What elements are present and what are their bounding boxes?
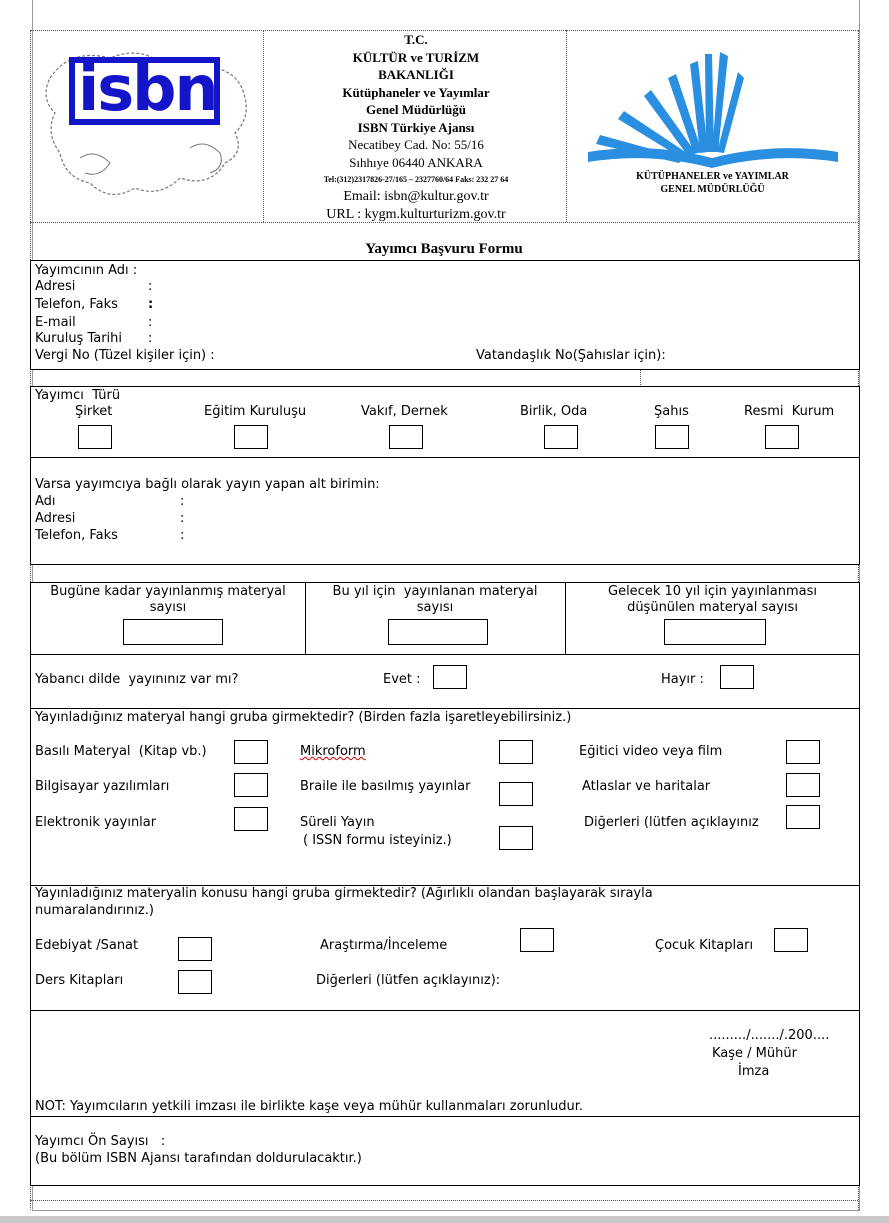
publisher-divider	[640, 370, 641, 385]
sub-unit-address-label: Adresi	[35, 511, 76, 526]
material-serial-note: ( ISSN formu isteyiniz.)	[303, 833, 452, 848]
publisher-founded-colon: :	[148, 331, 153, 346]
signature-note: NOT: Yayımcıların yetkili imzası ile birlikte kaşe veya mühür kullanmaları zorunludur.	[35, 1099, 583, 1114]
sub-unit-name-colon: :	[180, 494, 185, 509]
foreign-no-label: Hayır :	[661, 672, 704, 687]
publisher-phone-colon: :	[148, 297, 154, 312]
sub-unit-section	[30, 457, 860, 565]
count-next10-label-2: düşünülen materyal sayısı	[627, 600, 798, 615]
library-logo	[580, 34, 845, 204]
header-line-street: Necatibey Cad. No: 55/16	[348, 137, 484, 152]
type-person-label: Şahıs	[654, 404, 689, 419]
sub-unit-phone-colon: :	[180, 528, 185, 543]
material-braille-checkbox[interactable]	[499, 782, 533, 806]
library-logo-caption-1: KÜTÜPHANELER ve YAYIMLAR	[636, 171, 789, 182]
publisher-address-label: Adresi	[35, 279, 76, 294]
count-next10-label-1: Gelecek 10 yıl için yayınlanması	[608, 584, 817, 599]
material-electronic-label: Elektronik yayınlar	[35, 815, 157, 830]
counts-divider-2	[565, 582, 566, 655]
material-atlas-label: Atlaslar ve haritalar	[582, 779, 711, 794]
material-serial-checkbox[interactable]	[499, 826, 533, 850]
publisher-tax-label: Vergi No (Tüzel kişiler için) :	[35, 348, 215, 363]
type-company-label: Şirket	[75, 404, 113, 419]
type-education-checkbox[interactable]	[234, 425, 268, 449]
material-braille-label: Braile ile basılmış yayınlar	[300, 779, 471, 794]
prefix-note: (Bu bölüm ISBN Ajansı tarafından doldurulacaktır.)	[35, 1151, 362, 1166]
header-line-directorate-2: Genel Müdürlüğü	[365, 102, 467, 117]
signature-seal-label: Kaşe / Mühür	[712, 1046, 797, 1061]
sub-unit-title: Varsa yayımcıya bağlı olarak yayın yapan alt birimin:	[35, 477, 380, 492]
count-this-year-label-2: sayısı	[416, 600, 454, 615]
library-logo-caption-2: GENEL MÜDÜRLÜĞÜ	[660, 184, 765, 195]
publisher-phone-label: Telefon, Faks	[35, 297, 118, 312]
count-published-input[interactable]	[123, 619, 223, 645]
signature-date: ........./......./.200....	[709, 1028, 830, 1043]
sub-unit-name-label: Adı	[35, 494, 56, 509]
material-atlas-checkbox[interactable]	[786, 773, 820, 797]
type-foundation-checkbox[interactable]	[389, 425, 423, 449]
count-this-year-input[interactable]	[388, 619, 488, 645]
type-company-checkbox[interactable]	[78, 425, 112, 449]
publisher-founded-label: Kuruluş Tarihi	[35, 331, 123, 346]
header-line-ministry-2: BAKANLIĞI	[378, 67, 454, 82]
count-next10-input[interactable]	[664, 619, 766, 645]
sub-unit-phone-label: Telefon, Faks	[35, 528, 118, 543]
subject-question-1: Yayınladığınız materyalin konusu hangi gruba girmektedir? (Ağırlıklı olandan başlayarak sırayla	[35, 886, 653, 901]
subject-other-label: Diğerleri (lütfen açıklayınız):	[316, 973, 501, 988]
sub-unit-address-colon: :	[180, 511, 185, 526]
foreign-yes-label: Evet :	[383, 672, 421, 687]
publisher-address-colon: :	[148, 279, 153, 294]
type-official-checkbox[interactable]	[765, 425, 799, 449]
foreign-no-checkbox[interactable]	[720, 665, 754, 689]
count-published-label-1: Bugüne kadar yayınlanmış materyal	[50, 584, 286, 599]
header-divider-2	[566, 30, 567, 222]
prefix-label: Yayımcı Ön Sayısı :	[35, 1134, 166, 1149]
header-divider-1	[263, 30, 264, 222]
publisher-type-title: Yayımcı Türü	[35, 388, 121, 403]
material-other-label: Diğerleri (lütfen açıklayınız	[584, 815, 759, 830]
subject-research-checkbox[interactable]	[520, 928, 554, 952]
subject-textbook-checkbox[interactable]	[178, 970, 212, 994]
material-microform-text: Mikroform	[300, 744, 366, 759]
signature-sign-label: İmza	[738, 1064, 770, 1079]
subject-textbook-label: Ders Kitapları	[35, 973, 124, 988]
subject-question-2: numaralandırınız.)	[35, 903, 154, 918]
type-union-checkbox[interactable]	[544, 425, 578, 449]
header-line-tc: T.C.	[404, 32, 428, 47]
publisher-name-label: Yayımcının Adı :	[35, 263, 138, 278]
material-section	[30, 708, 860, 886]
material-video-label: Eğitici video veya film	[579, 744, 723, 759]
type-education-label: Eğitim Kuruluşu	[204, 404, 307, 419]
subject-children-checkbox[interactable]	[774, 928, 808, 952]
type-person-checkbox[interactable]	[655, 425, 689, 449]
isbn-logo-text: isbn	[78, 52, 217, 125]
type-foundation-label: Vakıf, Dernek	[361, 404, 448, 419]
material-printed-label: Basılı Materyal (Kitap vb.)	[35, 744, 207, 759]
isbn-logo	[40, 38, 255, 208]
publisher-type-section	[30, 386, 860, 458]
material-software-label: Bilgisayar yazılımları	[35, 779, 170, 794]
header-line-agency: ISBN Türkiye Ajansı	[357, 119, 475, 135]
publisher-citizen-label: Vatandaşlık No(Şahıslar için):	[476, 348, 666, 363]
material-question: Yayınladığınız materyal hangi gruba girmektedir? (Birden fazla işaretleyebilirsiniz.)	[35, 710, 572, 725]
foreign-question: Yabancı dilde yayınınız var mı?	[35, 672, 239, 687]
material-serial-label: Süreli Yayın	[300, 815, 375, 830]
counts-divider-1	[305, 582, 306, 655]
header-line-city: Sıhhıye 06440 ANKARA	[349, 154, 483, 170]
header-line-ministry-1: KÜLTÜR ve TURİZM	[352, 49, 480, 65]
header-line-url[interactable]: URL : kygm.kulturturizm.gov.tr	[326, 206, 506, 222]
foreign-yes-checkbox[interactable]	[433, 665, 467, 689]
material-microform-label	[300, 744, 366, 760]
type-official-label: Resmi Kurum	[744, 404, 835, 419]
subject-research-label: Araştırma/İnceleme	[320, 938, 448, 953]
header-line-email[interactable]: Email: isbn@kultur.gov.tr	[343, 189, 489, 204]
material-video-checkbox[interactable]	[786, 740, 820, 764]
bottom-gray-bar	[0, 1216, 889, 1223]
material-other-checkbox[interactable]	[786, 805, 820, 829]
subject-literature-label: Edebiyat /Sanat	[35, 938, 139, 953]
header-address-block	[266, 31, 566, 223]
count-published-label-2: sayısı	[149, 600, 187, 615]
header-line-directorate-1: Kütüphaneler ve Yayımlar	[342, 84, 490, 100]
header-line-phone: Tel:(312)2317826-27/165 – 2327760/64 Faks: 232 27 64	[323, 175, 509, 184]
type-union-label: Birlik, Oda	[520, 404, 588, 419]
footer-dotted-line	[30, 1200, 858, 1201]
count-this-year-label-1: Bu yıl için yayınlanan materyal	[332, 584, 538, 599]
form-title: Yayımcı Başvuru Formu	[365, 241, 523, 257]
material-printed-checkbox[interactable]	[234, 740, 268, 764]
material-microform-checkbox[interactable]	[499, 740, 533, 764]
publisher-email-label: E-mail	[35, 315, 76, 330]
publisher-email-colon: :	[148, 315, 153, 330]
subject-children-label: Çocuk Kitapları	[655, 938, 754, 953]
material-software-checkbox[interactable]	[234, 773, 268, 797]
subject-literature-checkbox[interactable]	[178, 937, 212, 961]
material-electronic-checkbox[interactable]	[234, 807, 268, 831]
